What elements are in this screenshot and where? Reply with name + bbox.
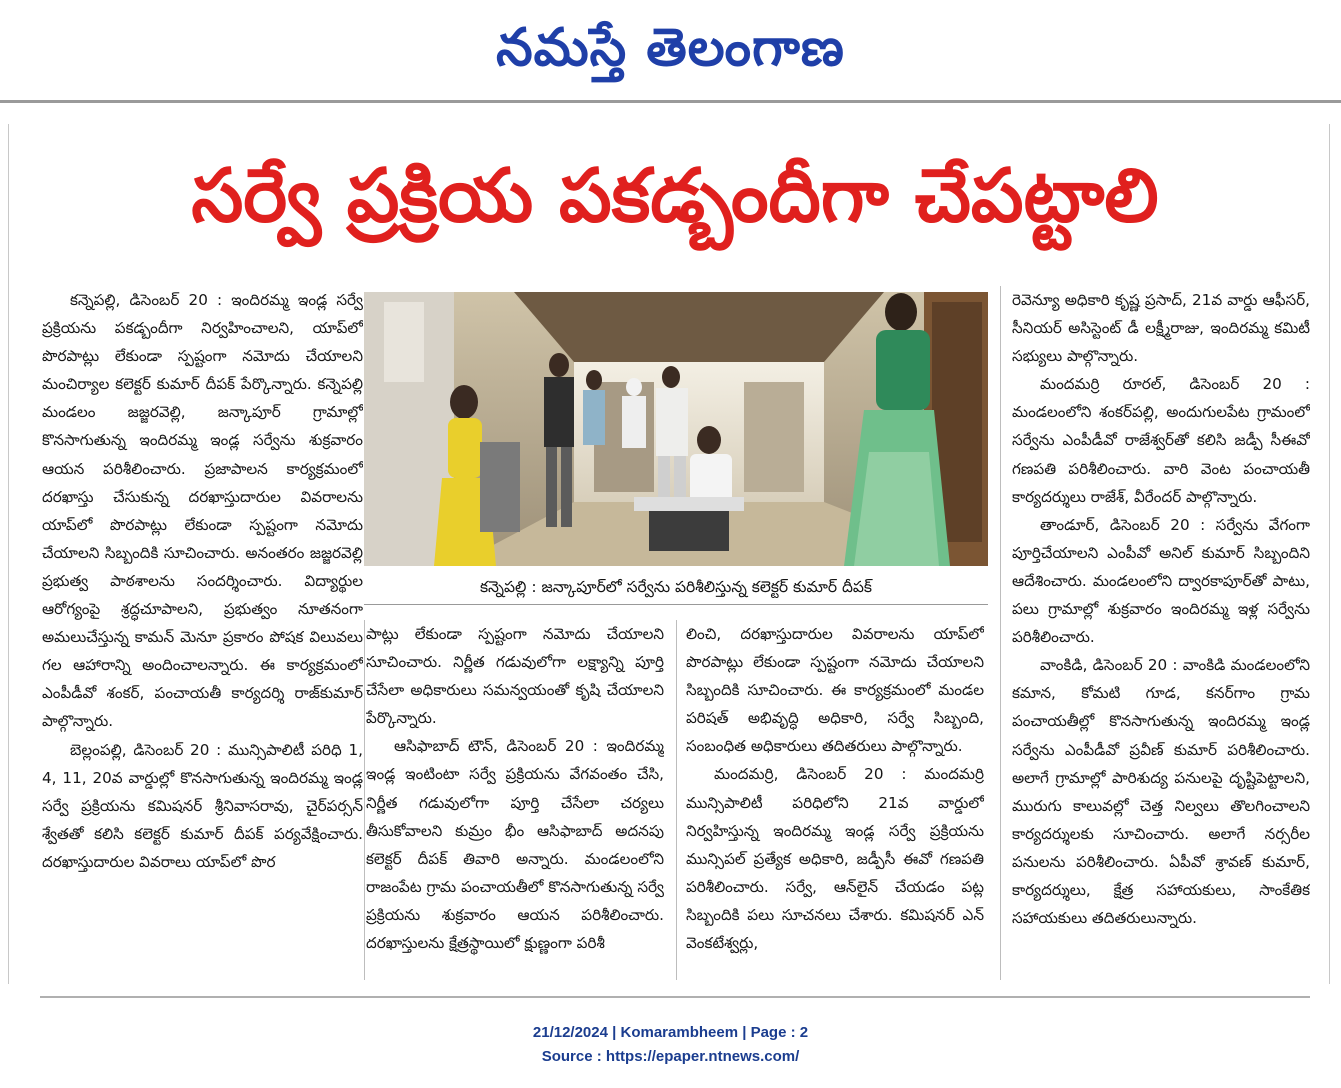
paragraph: మందమర్రి రూరల్, డిసెంబర్ 20 : మండలంలోని శంకర్‌పల్లి, అందుగులపేట గ్రామంలో సర్వేను ఎంపీడీవో రాజేశ్వర్‌తో కలిసి జడ్పీ సీఈవో గణపతి పరిశీలించారు. వారి వెంట పంచాయతీ కార్యదర్శులు రాజేశ్, వీరేందర్ పాల్గొన్నారు.	[1012, 375, 1310, 506]
column-divider	[364, 620, 365, 980]
article-column-4	[1012, 286, 1310, 980]
source-link[interactable]: Source : https://epaper.ntnews.com/	[541, 1048, 800, 1065]
paragraph: వాంకిడి, డిసెంబర్ 20 : వాంకిడి మండలంలోని కమాన, కోమటి గూడ, కనర్‌గాం గ్రామ పంచాయతీల్లో కొనసాగుతున్న ఇందిరమ్మ ఇండ్ల సర్వేను ఎంపీడీవో ప్రవీణ్ కుమార్ పరిశీలించారు. అలాగే గ్రామాల్లో పారిశుద్య పనులపై దృష్టిపెట్టాలని, మురుగు కాలువల్లో చెత్త నిల్వలు తొలగించాలని కార్యదర్శులకు సూచించారు. అలాగే నర్సరీల పనులను పరిశీలించారు. ఏపీవో శ్రావణ్ కుమార్, కార్యదర్శులు, క్షేత్ర సహాయకులు, సాంకేతిక సహాయకులు తదితరులున్నారు.	[1012, 656, 1310, 928]
masthead-divider	[0, 100, 1341, 103]
article-column-2	[366, 620, 664, 980]
article-bottom-divider	[40, 996, 1310, 998]
newspaper-logo: నమస్తే తెలంగాణ	[496, 18, 845, 78]
column-divider	[676, 620, 677, 980]
paragraph: తాండూర్, డిసెంబర్ 20 : సర్వేను వేగంగా పూర్తిచేయాలని ఎంపీవో అనిల్ కుమార్ సిబ్బందిని ఆదేశించారు. మండలంలోని ద్వారకాపూర్‌తో పాటు, పలు గ్రామాల్లో శుక్రవారం ఇందిరమ్మ ఇళ్ల సర్వేను పరిశీలించారు.	[1012, 515, 1310, 647]
page-frame-right	[1329, 124, 1330, 984]
paragraph: లించి, దరఖాస్తుదారుల వివరాలను యాప్‌లో పొరపాట్లు లేకుండా స్పష్టంగా నమోదు చేయాలని సిబ్బందికి సూచించారు. ఈ కార్యక్రమంలో మండల పరిషత్ అభివృద్ధి అధికారి, సర్వే సిబ్బంది, సంబంధిత అధికారులు తదితరులు పాల్గొన్నారు.	[686, 625, 984, 756]
paragraph: ఆసిఫాబాద్ టౌన్, డిసెంబర్ 20 : ఇందిరమ్మ ఇండ్ల ఇంటింటా సర్వే ప్రక్రియను వేగవంతం చేసి, నిర్ణీత గడువులోగా పూర్తి చేసేలా చర్యలు తీసుకోవాలని కుమ్రం భీం ఆసిఫాబాద్ అదనపు కలెక్టర్ దీపక్ తివారి అన్నారు. మండలంలోని రాజంపేట గ్రామ పంచాయతీలో కొనసాగుతున్న సర్వే ప్రక్రియను శుక్రవారం ఆయన పరిశీలించారు. దరఖాస్తులను క్షేత్రస్థాయిలో క్షుణ్ణంగా పరిశీ	[366, 737, 664, 953]
photo-illustration	[364, 292, 988, 566]
edition-info: 21/12/2024 | Komarambheem | Page : 2	[532, 1024, 809, 1041]
paragraph: బెల్లంపల్లి, డిసెంబర్ 20 : మున్సిపాలిటీ పరిధి 1, 4, 11, 20వ వార్డుల్లో కొనసాగుతున్న ఇందిరమ్మ ఇండ్ల సర్వే ప్రక్రియను కమిషనర్ శ్రీనివాసరావు, చైర్‌పర్సన్ శ్వేతతో కలిసి కలెక్టర్ కుమార్ దీపక్ పర్యవేక్షించారు. దరఖాస్తుదారుల వివరాలు యాప్‌లో పొర	[42, 740, 363, 871]
column-divider	[1000, 286, 1001, 980]
article-column-3	[686, 620, 984, 980]
paragraph: రెవెన్యూ అధికారి కృష్ణ ప్రసాద్, 21వ వార్డు ఆఫీసర్, సీనియర్ అసిస్టెంట్ డీ లక్ష్మీరాజు, ఇందిరమ్మ కమిటీ సభ్యులు పాల్గొన్నారు.	[1012, 291, 1310, 366]
photo-caption: కన్నెపల్లి : జన్కాపూర్‌లో సర్వేను పరిశీలిస్తున్న కలెక్టర్ కుమార్ దీపక్	[479, 578, 873, 596]
page-frame-left	[8, 124, 9, 984]
paragraph: మందమర్రి, డిసెంబర్ 20 : మందమర్రి మున్సిపాలిటీ పరిధిలోని 21వ వార్డులో నిర్వహిస్తున్న ఇందిరమ్మ ఇండ్ల సర్వే ప్రక్రియను మున్సిపల్ ప్రత్యేక అధికారి, జడ్పీసీ ఈవో గణపతి పరిశీలించారు. సర్వే, ఆన్‌లైన్ చేయడం పట్ల సిబ్బందికి పలు సూచనలు చేశారు. కమిషనర్ ఎన్ వెంకటేశ్వర్లు,	[686, 765, 984, 953]
paragraph: పాట్లు లేకుండా స్పష్టంగా నమోదు చేయాలని సూచించారు. నిర్ణీత గడువులోగా లక్ష్యాన్ని పూర్తి చేసేలా అధికారులు సమన్వయంతో కృషి చేయాలని పేర్కొన్నారు.	[366, 625, 664, 728]
article-headline: సర్వే ప్రక్రియ పకడ్బందీగా చేపట్టాలి	[191, 153, 1159, 239]
caption-divider	[364, 604, 988, 605]
masthead	[0, 8, 1341, 88]
article-column-1	[42, 286, 363, 980]
news-photo	[364, 292, 988, 566]
paragraph: కన్నెపల్లి, డిసెంబర్ 20 : ఇందిరమ్మ ఇండ్ల సర్వే ప్రక్రియను పకడ్బందీగా నిర్వహించాలని, యాప్‌లో పొరపాట్లు లేకుండా స్పష్టంగా నమోదు చేయాలని మంచిర్యాల కలెక్టర్ కుమార్ దీపక్ పేర్కొన్నారు. కన్నెపల్లి మండలం జజ్జరవెల్లి, జన్కాపూర్ గ్రామాల్లో కొనసాగుతున్న ఇందిరమ్మ ఇండ్ల సర్వేను శుక్రవారం ఆయన పరిశీలించారు. ప్రజాపాలన కార్యక్రమంలో దరఖాస్తు చేసుకున్న దరఖాస్తుదారుల వివరాలను యాప్‌లో పొరపాట్లు లేకుండా స్పష్టంగా నమోదు చేయాలని సిబ్బందికి సూచించారు. అనంతరం జజ్జరవెల్లి ప్రభుత్వ పాఠశాలను సందర్శించారు. విద్యార్థుల ఆరోగ్యంపై శ్రద్ధచూపాలని, ప్రభుత్వం నూతనంగా అమలుచేస్తున్న కామన్ మెనూ ప్రకారం పోషక విలువలు గల ఆహారాన్ని అందించాలన్నారు. ఈ కార్యక్రమంలో ఎంపీడీవో శంకర్, పంచాయతీ కార్యదర్శి రాజ్‌కుమార్ పాల్గొన్నారు.	[42, 291, 363, 731]
